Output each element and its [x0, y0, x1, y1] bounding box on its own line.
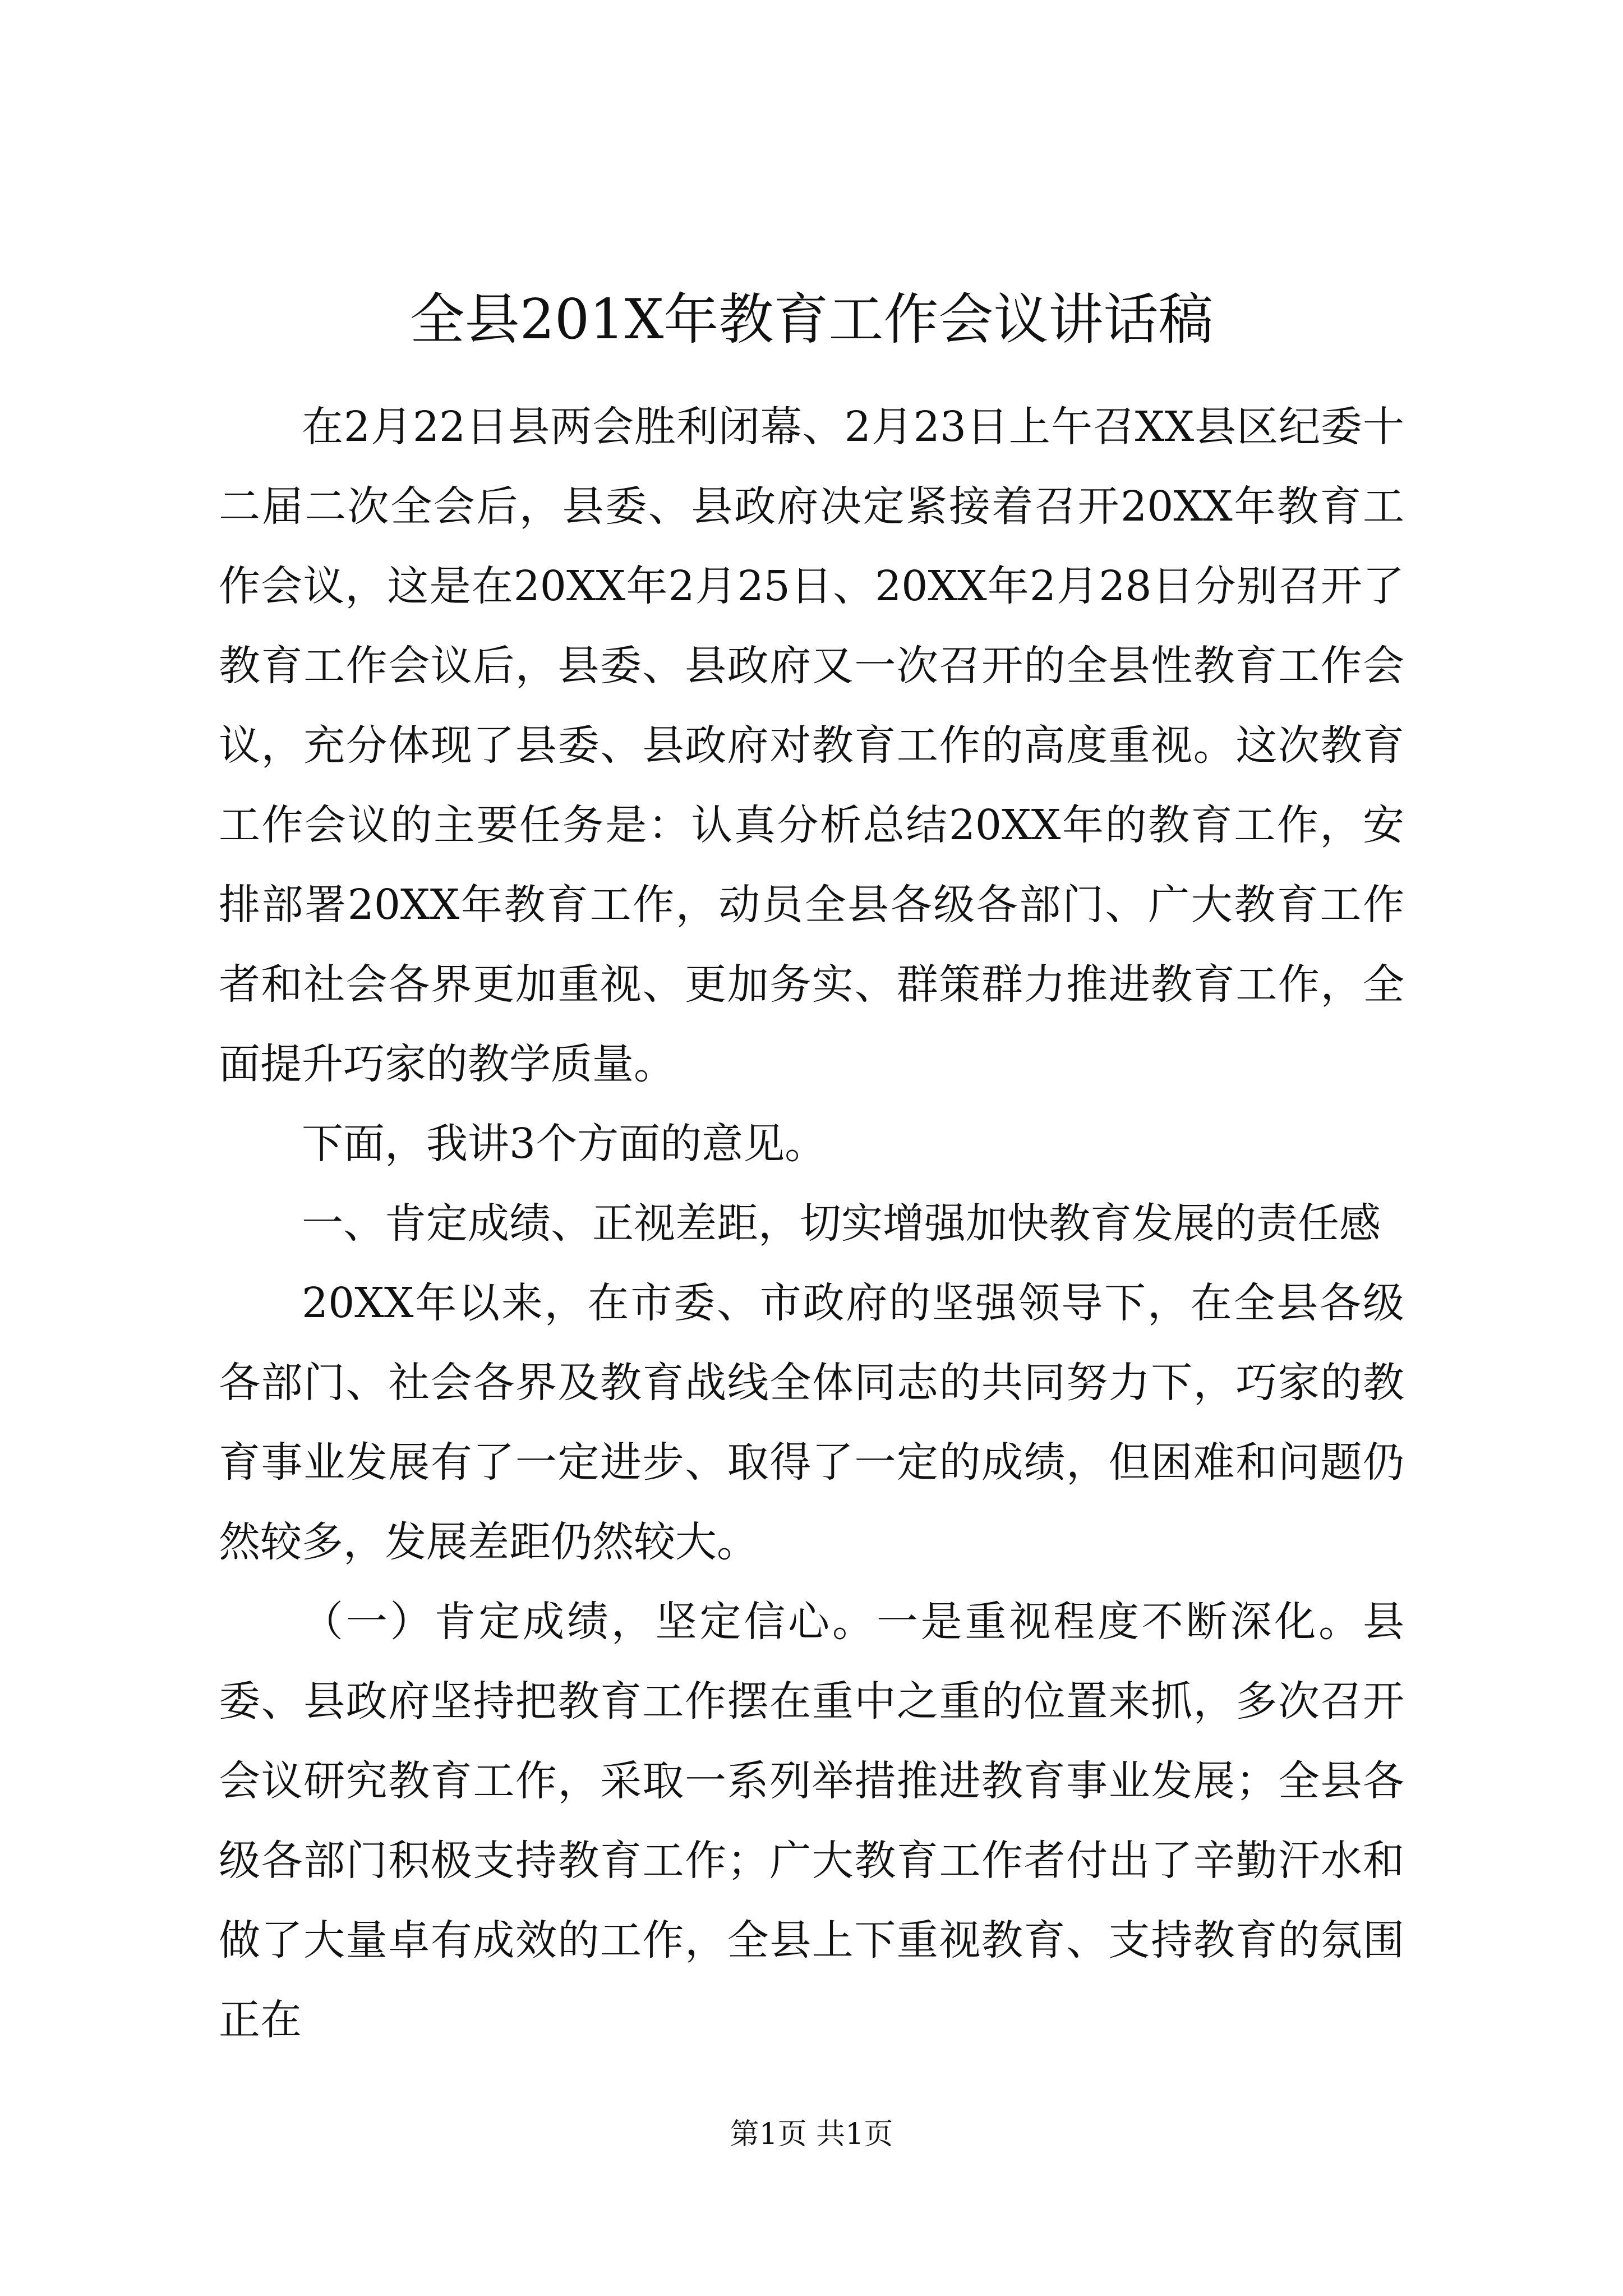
- paragraph-intro: 在2月22日县两会胜利闭幕、2月23日上午召XX县区纪委十二届二次全会后，县委、县政府决定紧接着召开20XX年教育工作会议，这是在20XX年2月25日、20XX年2月28日分别召开了教育工作会议后，县委、县政府又一次召开的全县性教育工作会议，充分体现了县委、县政府对教育工作的高度重视。这次教育工作会议的主要任务是：认真分析总结20XX年的教育工作，安排部署20XX年教育工作，动员全县各级各部门、广大教育工作者和社会各界更加重视、更加务实、群策群力推进教育工作，全面提升巧家的教学质量。: [219, 403, 1404, 1088]
- document-title: 全县201X年教育工作会议讲话稿: [409, 288, 1214, 352]
- paragraph-outline: 下面，我讲3个方面的意见。: [302, 1120, 827, 1168]
- section-heading-1: 一、肯定成绩、正视差距，切实增强加快教育发展的责任感: [302, 1199, 1381, 1248]
- document-body: [219, 387, 1404, 2060]
- paragraph-section-1: 20XX年以来，在市委、市政府的坚强领导下，在全县各级各部门、社会各界及教育战线全体同志的共同努力下，巧家的教育事业发展有了一定进步、取得了一定的成绩，但困难和问题仍然较多，发展差距仍然较大。: [219, 1279, 1404, 1566]
- page-footer: 第1页 共1页: [730, 2118, 893, 2151]
- paragraph-subsection-1: （一）肯定成绩，坚定信心。一是重视程度不断深化。县委、县政府坚持把教育工作摆在重中之重的位置来抓，多次召开会议研究教育工作，采取一系列举措推进教育事业发展；全县各级各部门积极支持教育工作；广大教育工作者付出了辛勤汗水和做了大量卓有成效的工作，全县上下重视教育、支持教育的氛围正在: [219, 1598, 1404, 2044]
